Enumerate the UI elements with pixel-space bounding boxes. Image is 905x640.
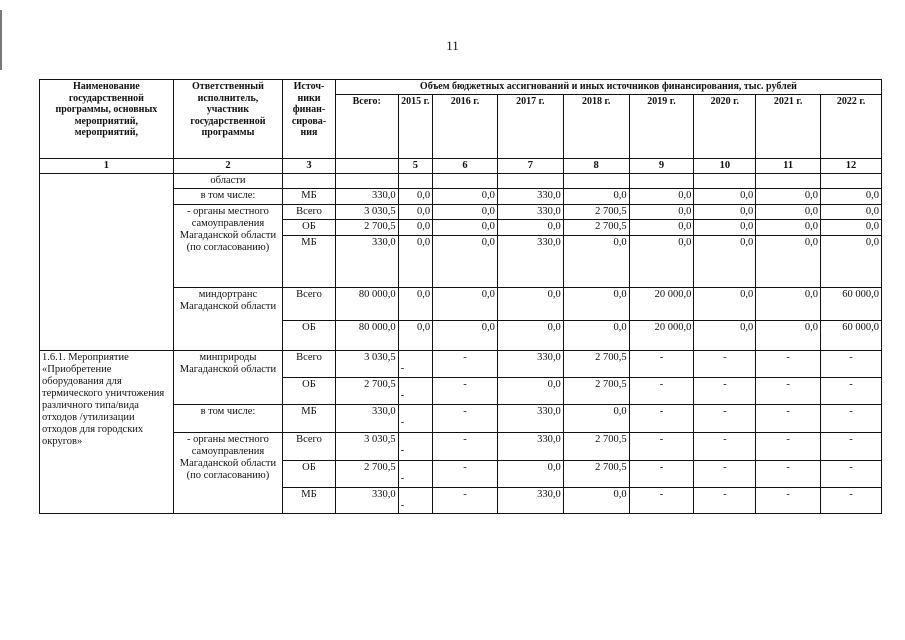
value-2020: - <box>694 405 756 433</box>
value-total: 3 030,5 <box>335 351 398 378</box>
index-cell: 12 <box>821 159 882 174</box>
header-year-2015: 2015 г. <box>398 95 432 159</box>
value-2015: 0,0 <box>398 220 432 236</box>
value-2018: 0,0 <box>563 189 629 205</box>
value-2016: - <box>433 433 498 461</box>
value-2017: 0,0 <box>497 378 563 405</box>
header-year-2020: 2020 г. <box>694 95 756 159</box>
value-2016: 0,0 <box>433 321 498 351</box>
value-2016: - <box>433 461 498 488</box>
executor-cell: области <box>173 174 282 189</box>
source-cell: Всего <box>283 288 336 321</box>
value-2016: 0,0 <box>433 236 498 288</box>
source-cell: Всего <box>283 351 336 378</box>
value-2021: - <box>756 405 821 433</box>
value-2020: - <box>694 433 756 461</box>
value-2015: 0,0 <box>398 321 432 351</box>
value-2019: - <box>629 433 694 461</box>
value-2020: 0,0 <box>694 321 756 351</box>
value-2021: - <box>756 433 821 461</box>
executor-cell: в том числе: <box>173 189 282 205</box>
source-cell: Всего <box>283 433 336 461</box>
value-2020: - <box>694 378 756 405</box>
value-2022: 0,0 <box>821 189 882 205</box>
value-2019: - <box>629 461 694 488</box>
value-2015: 0,0 <box>398 205 432 220</box>
value-2022: - <box>821 405 882 433</box>
value-2018: 0,0 <box>563 288 629 321</box>
executor-cell: минприроды Магаданской области <box>173 351 282 405</box>
index-cell: 10 <box>694 159 756 174</box>
index-cell <box>335 159 398 174</box>
value-2018: 0,0 <box>563 488 629 514</box>
value-2016: 0,0 <box>433 205 498 220</box>
value-2015: 0,0 <box>398 288 432 321</box>
executor-cell: - органы местного самоуправления Магаданской области (по согласованию) <box>173 433 282 514</box>
value-2016: - <box>433 488 498 514</box>
program-cell-empty <box>40 174 174 351</box>
value-2022: - <box>821 461 882 488</box>
value-2017: 0,0 <box>497 220 563 236</box>
value-2021: - <box>756 488 821 514</box>
header-year-2018: 2018 г. <box>563 95 629 159</box>
header-total: Всего: <box>335 95 398 159</box>
value-2016: 0,0 <box>433 220 498 236</box>
value-2019: - <box>629 405 694 433</box>
value-2020: 0,0 <box>694 220 756 236</box>
value-2018: 0,0 <box>563 236 629 288</box>
source-cell: Всего <box>283 205 336 220</box>
value-2020: - <box>694 488 756 514</box>
value-2015: - <box>398 405 432 433</box>
value-2019: 0,0 <box>629 205 694 220</box>
source-cell: МБ <box>283 189 336 205</box>
value-2015: - <box>398 351 432 378</box>
source-cell: МБ <box>283 488 336 514</box>
value-2022: - <box>821 488 882 514</box>
value-2019: - <box>629 351 694 378</box>
program-cell: 1.6.1. Мероприятие «Приобретение оборудования для термического уничтожения различного типа/вида отходов /утилизации отходов для городских округов» <box>40 351 174 514</box>
header-executor: Ответственный исполнитель, участник государственной программы <box>173 80 282 159</box>
index-cell: 5 <box>398 159 432 174</box>
value-2019: - <box>629 378 694 405</box>
header-volume: Объем бюджетных ассигнований и иных источников финансирования, тыс. рублей <box>335 80 881 95</box>
value-2017: 330,0 <box>497 189 563 205</box>
index-cell: 3 <box>283 159 336 174</box>
value-2021: 0,0 <box>756 236 821 288</box>
value-2020: 0,0 <box>694 288 756 321</box>
value-2021: 0,0 <box>756 189 821 205</box>
value-2017: 330,0 <box>497 205 563 220</box>
budget-table <box>39 79 882 514</box>
index-cell: 1 <box>40 159 174 174</box>
value-2022: 0,0 <box>821 220 882 236</box>
value-2015: - <box>398 433 432 461</box>
table-row <box>40 174 882 189</box>
value-2017: 0,0 <box>497 288 563 321</box>
executor-cell: в том числе: <box>173 405 282 433</box>
index-row <box>40 159 882 174</box>
table-row <box>40 351 882 378</box>
value-2022: 0,0 <box>821 205 882 220</box>
value-2015: 0,0 <box>398 189 432 205</box>
value-2019: 0,0 <box>629 236 694 288</box>
value-2020: - <box>694 461 756 488</box>
value-2018: 0,0 <box>563 321 629 351</box>
value-2015: - <box>398 461 432 488</box>
value-total: 3 030,5 <box>335 205 398 220</box>
value-2022: 60 000,0 <box>821 321 882 351</box>
value-total: 330,0 <box>335 405 398 433</box>
value-2020: 0,0 <box>694 236 756 288</box>
value-2019: 0,0 <box>629 189 694 205</box>
source-cell: ОБ <box>283 321 336 351</box>
index-cell: 7 <box>497 159 563 174</box>
value-2016: - <box>433 405 498 433</box>
value-2017: 330,0 <box>497 488 563 514</box>
value-total: 330,0 <box>335 488 398 514</box>
value-2022: 0,0 <box>821 236 882 288</box>
header-year-2021: 2021 г. <box>756 95 821 159</box>
header-source: Источ-ники финан-сирова-ния <box>283 80 336 159</box>
value-2022: - <box>821 433 882 461</box>
value-total: 2 700,5 <box>335 378 398 405</box>
value-2018: 2 700,5 <box>563 351 629 378</box>
source-cell: ОБ <box>283 461 336 488</box>
value-total: 2 700,5 <box>335 220 398 236</box>
value-2019: 0,0 <box>629 220 694 236</box>
source-cell: МБ <box>283 236 336 288</box>
index-cell: 2 <box>173 159 282 174</box>
value-2016: - <box>433 378 498 405</box>
value-2017: 330,0 <box>497 433 563 461</box>
value-2018: 2 700,5 <box>563 461 629 488</box>
value-2021: 0,0 <box>756 220 821 236</box>
source-cell <box>283 174 336 189</box>
index-cell: 8 <box>563 159 629 174</box>
value-2015: - <box>398 378 432 405</box>
value-2018: 2 700,5 <box>563 205 629 220</box>
value-2021: - <box>756 351 821 378</box>
value-2017: 0,0 <box>497 321 563 351</box>
value-2017: 330,0 <box>497 351 563 378</box>
value-2021: - <box>756 461 821 488</box>
value-2021: - <box>756 378 821 405</box>
index-cell: 9 <box>629 159 694 174</box>
value-2019: - <box>629 488 694 514</box>
value-2018: 2 700,5 <box>563 220 629 236</box>
value-2018: 0,0 <box>563 405 629 433</box>
value-total: 80 000,0 <box>335 321 398 351</box>
index-cell: 11 <box>756 159 821 174</box>
value-2019: 20 000,0 <box>629 321 694 351</box>
executor-cell: миндортранс Магаданской области <box>173 288 282 351</box>
value-2016: - <box>433 351 498 378</box>
header-year-2017: 2017 г. <box>497 95 563 159</box>
value-2022: - <box>821 351 882 378</box>
source-cell: МБ <box>283 405 336 433</box>
executor-cell: - органы местного самоуправления Магаданской области (по согласованию) <box>173 205 282 288</box>
value-total: 80 000,0 <box>335 288 398 321</box>
value-2018: 2 700,5 <box>563 433 629 461</box>
value-2021: 0,0 <box>756 205 821 220</box>
page-number: 11 <box>446 38 459 53</box>
value-total: 2 700,5 <box>335 461 398 488</box>
value-2015: - <box>398 488 432 514</box>
header-year-2016: 2016 г. <box>433 95 498 159</box>
value-2019: 20 000,0 <box>629 288 694 321</box>
value-2016: 0,0 <box>433 288 498 321</box>
value-2022: - <box>821 378 882 405</box>
value-2020: 0,0 <box>694 205 756 220</box>
header-program: Наименование государственной программы, основных мероприятий, мероприятий, <box>40 80 174 159</box>
index-cell: 6 <box>433 159 498 174</box>
value-2016: 0,0 <box>433 189 498 205</box>
value-2022: 60 000,0 <box>821 288 882 321</box>
source-cell: ОБ <box>283 378 336 405</box>
value-total: 3 030,5 <box>335 433 398 461</box>
value-2021: 0,0 <box>756 321 821 351</box>
header-year-2022: 2022 г. <box>821 95 882 159</box>
source-cell: ОБ <box>283 220 336 236</box>
value-2018: 2 700,5 <box>563 378 629 405</box>
value-2021: 0,0 <box>756 288 821 321</box>
value-total: 330,0 <box>335 236 398 288</box>
value-2020: 0,0 <box>694 189 756 205</box>
value-total: 330,0 <box>335 189 398 205</box>
value-2020: - <box>694 351 756 378</box>
value-2015: 0,0 <box>398 236 432 288</box>
value-2017: 330,0 <box>497 405 563 433</box>
value-2017: 330,0 <box>497 236 563 288</box>
header-year-2019: 2019 г. <box>629 95 694 159</box>
value-2017: 0,0 <box>497 461 563 488</box>
